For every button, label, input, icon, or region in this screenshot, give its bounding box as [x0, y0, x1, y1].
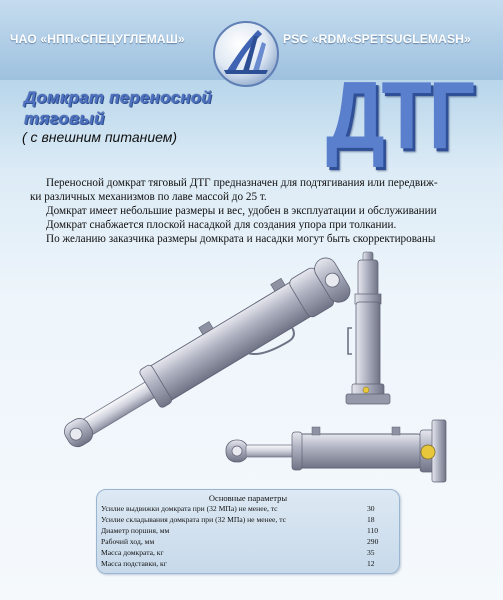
param-value: 18: [367, 515, 375, 524]
company-name-ru: ЧАО «НПП«СПЕЦУГЛЕМАШ»: [10, 32, 185, 46]
table-row: [101, 548, 393, 559]
param-value: 110: [367, 526, 379, 535]
product-subtitle: ( с внешним питанием): [22, 129, 177, 145]
parameters-table: [96, 489, 400, 574]
description-line: Домкрат снабжается плоской насадкой для создания упора при толкании.: [46, 219, 397, 231]
product-title: Домкрат переносной: [24, 88, 212, 107]
description: [30, 176, 490, 246]
company-logo-icon: [212, 20, 280, 88]
table-row: [101, 515, 393, 526]
description-line: Домкрат имеет небольшие размеры и вес, удобен в эксплуатации и обслуживании: [46, 205, 437, 217]
jack-diagonal: [53, 250, 357, 465]
param-label: Масса подставки, кг: [101, 559, 167, 568]
table-row: [101, 537, 393, 548]
description-line: ки различных механизмов по лаве массой до 25 т.: [30, 191, 267, 203]
company-name-en: PSC «RDM«SPETSUGLEMASH»: [283, 32, 471, 46]
param-label: Масса домкрата, кг: [101, 548, 164, 557]
param-value: 12: [367, 559, 375, 568]
param-label: Рабочий ход, мм: [101, 537, 155, 546]
param-value: 35: [367, 548, 375, 557]
product-title-line2: тяговый: [24, 109, 105, 128]
product-illustration: [0, 250, 503, 490]
table-row: [101, 504, 393, 515]
param-label: Усилие складывания домкрата при (32 МПа) не менее, тс: [101, 515, 287, 524]
model-name: ДТГ: [326, 62, 472, 169]
jack-horizontal: [226, 420, 446, 482]
param-label: Усилие выдвижки домкрата при (32 МПа) не менее, тс: [101, 504, 278, 513]
parameters-title: Основные параметры: [208, 493, 288, 503]
param-value: 30: [367, 504, 375, 513]
param-value: 290: [367, 537, 379, 546]
description-line: Переносной домкрат тяговый ДТГ предназначен для подтягивания или передвиж-: [46, 177, 438, 189]
description-line: По желанию заказчика размеры домкрата и насадки могут быть скорректированы: [46, 233, 436, 245]
jack-vertical: [346, 252, 390, 404]
table-row: [101, 526, 393, 537]
param-label: Диаметр поршня, мм: [101, 526, 170, 535]
table-row: [101, 559, 393, 570]
